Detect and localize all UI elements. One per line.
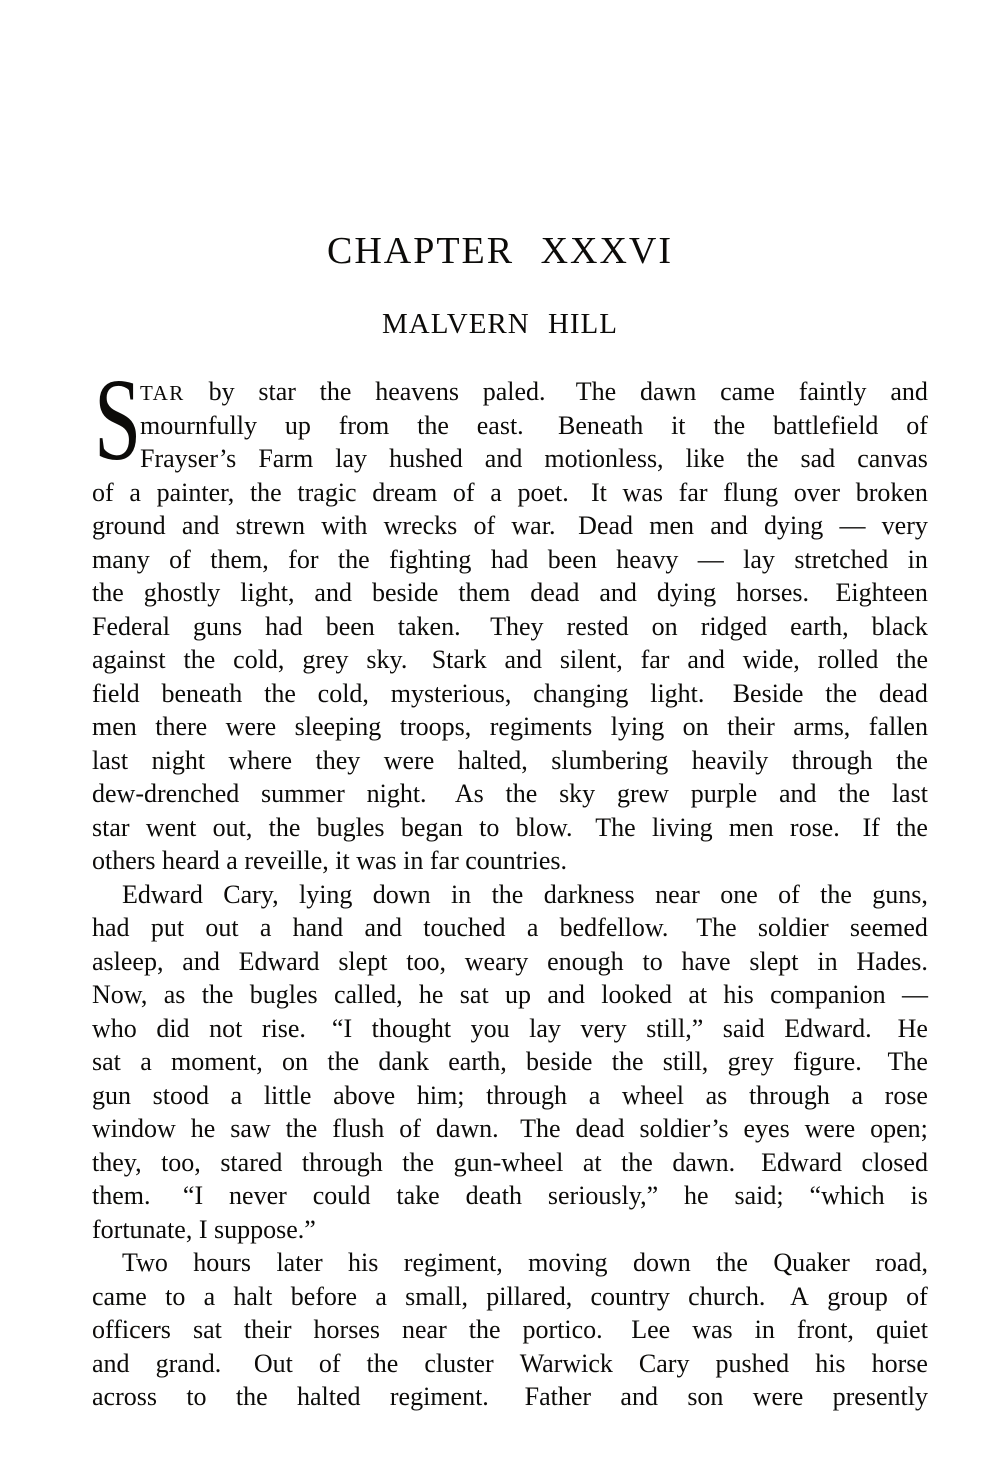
text-line: sat a moment, on the dank earth, beside the still, grey figure. The xyxy=(92,1047,928,1076)
text-line: last night where they were halted, slumbering heavily through the xyxy=(92,745,928,775)
text-line: Edward Cary, lying down in the darkness near one of the guns, xyxy=(122,879,928,909)
text-line: had put out a hand and touched a bedfellow. The soldier seemed xyxy=(92,913,928,942)
body-text xyxy=(92,354,928,1414)
text-line: who did not rise. “I thought you lay very still,” said Edward. He xyxy=(92,1013,928,1043)
text-line: Now, as the bugles called, he sat up and looked at his companion — xyxy=(92,980,928,1009)
text-line: and grand. Out of the cluster Warwick Cary pushed his horse xyxy=(92,1348,928,1378)
paragraph xyxy=(92,1246,928,1414)
text-line: Frayser’s Farm lay hushed and motionless, like the sad canvas xyxy=(140,444,928,473)
text-line: gun stood a little above him; through a wheel as through a rose xyxy=(92,1080,928,1110)
text-line: field beneath the cold, mysterious, changing light. Beside the dead xyxy=(92,678,928,708)
text-line: men there were sleeping troops, regiments lying on their arms, fallen xyxy=(92,712,928,741)
text-line: against the cold, grey sky. Stark and silent, far and wide, rolled the xyxy=(92,645,928,674)
drop-cap: S xyxy=(94,354,142,485)
text-line: others heard a reveille, it was in far countries. xyxy=(92,846,568,875)
chapter-heading: CHAPTER XXXVI xyxy=(326,230,674,272)
text-line: ground and strewn with wrecks of war. Dead men and dying — very xyxy=(92,511,928,540)
text-line: mournfully up from the east. Beneath it the battlefield of xyxy=(140,410,928,440)
paragraph xyxy=(92,354,928,878)
text-line: star went out, the bugles began to blow. The living men rose. If the xyxy=(92,812,928,842)
text-line: them. “I never could take death seriously,” he said; “which is xyxy=(92,1181,928,1210)
text-line: Two hours later his regiment, moving down the Quaker road, xyxy=(122,1248,928,1277)
text-line: Federal guns had been taken. They rested on ridged earth, black xyxy=(92,611,928,641)
text-line: TAR by star the heavens paled. The dawn came faintly and xyxy=(92,375,928,409)
text-line: dew-drenched summer night. As the sky grew purple and the last xyxy=(92,779,928,808)
text-line: window he saw the flush of dawn. The dead soldier’s eyes were open; xyxy=(92,1114,928,1143)
text-line: many of them, for the fighting had been heavy — lay stretched in xyxy=(92,544,928,574)
text-line: across to the halted regiment. Father and son were presently xyxy=(92,1382,928,1411)
text-line: the ghostly light, and beside them dead and dying horses. Eighteen xyxy=(92,578,928,607)
text-line: of a painter, the tragic dream of a poet. It was far flung over broken xyxy=(92,477,928,507)
text-line: fortunate, I suppose.” xyxy=(92,1214,316,1244)
chapter-subtitle: MALVERN HILL xyxy=(381,308,618,340)
text-line: they, too, stared through the gun-wheel at the dawn. Edward closed xyxy=(92,1147,928,1177)
small-caps-lead: TAR xyxy=(140,381,185,405)
text-line: came to a halt before a small, pillared, country church. A group of xyxy=(92,1281,928,1311)
text-line: asleep, and Edward slept too, weary enough to have slept in Hades. xyxy=(92,946,928,976)
paragraph xyxy=(92,878,928,1247)
text-line: officers sat their horses near the portico. Lee was in front, quiet xyxy=(92,1315,928,1344)
